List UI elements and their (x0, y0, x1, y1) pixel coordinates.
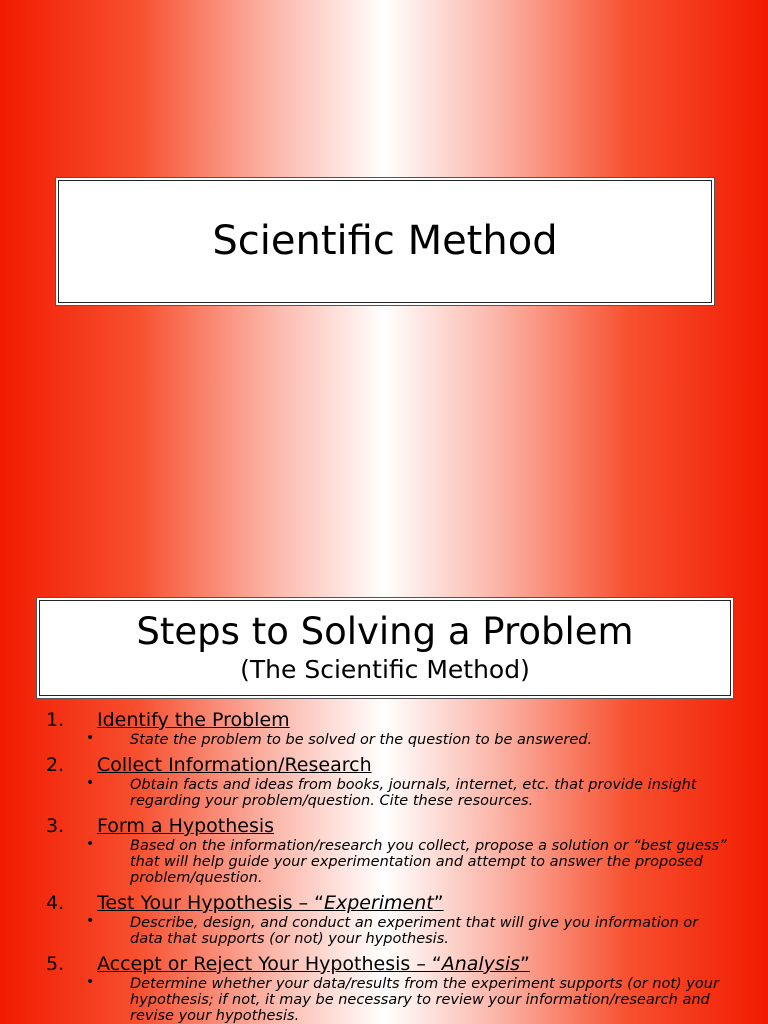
list-item (0, 891, 768, 947)
bullet-icon: • (86, 775, 95, 791)
title-box (39, 600, 731, 696)
step-title: Test Your Hypothesis – “Experiment” (97, 892, 444, 914)
step-title: Form a Hypothesis (97, 815, 275, 837)
step-title: Accept or Reject Your Hypothesis – “Analysis” (97, 953, 530, 975)
step-number: 3. (46, 815, 65, 837)
step-number: 4. (46, 892, 65, 914)
slide-2 (0, 512, 768, 1024)
step-description: • Obtain facts and ideas from books, journals, internet, etc. that provide insight regarding your problem/question. Cite these resources. (86, 775, 697, 809)
slide-subtitle: (The Scientific Method) (240, 655, 530, 684)
step-description: • State the problem to be solved or the question to be answered. (86, 730, 593, 748)
bullet-icon: • (86, 730, 95, 746)
step-description: • Describe, design, and conduct an experiment that will give you information or data that supports (or not) your hypothesis. (86, 913, 699, 947)
slide-title: Scientific Method (212, 218, 558, 264)
bullet-icon: • (86, 836, 95, 852)
step-number: 5. (46, 953, 65, 975)
list-item (0, 753, 768, 809)
steps-list (0, 708, 768, 1024)
step-description: • Determine whether your data/results from the experiment supports (or not) your hypothesis; if not, it may be necessary to review your information/research and revise your hypothesis. (86, 974, 719, 1024)
step-number: 2. (46, 754, 65, 776)
bullet-icon: • (86, 913, 95, 929)
list-item (0, 952, 768, 1024)
list-item (0, 814, 768, 886)
step-title: Identify the Problem (97, 709, 290, 731)
title-box (58, 180, 712, 303)
list-item (0, 708, 768, 748)
step-title: Collect Information/Research (97, 754, 372, 776)
step-number: 1. (46, 709, 65, 731)
slide-title: Steps to Solving a Problem (136, 610, 634, 653)
step-description: • Based on the information/research you collect, propose a solution or “best guess” that will help guide your experimentation and attempt to answer the proposed problem/question. (86, 836, 727, 886)
bullet-icon: • (86, 974, 95, 990)
